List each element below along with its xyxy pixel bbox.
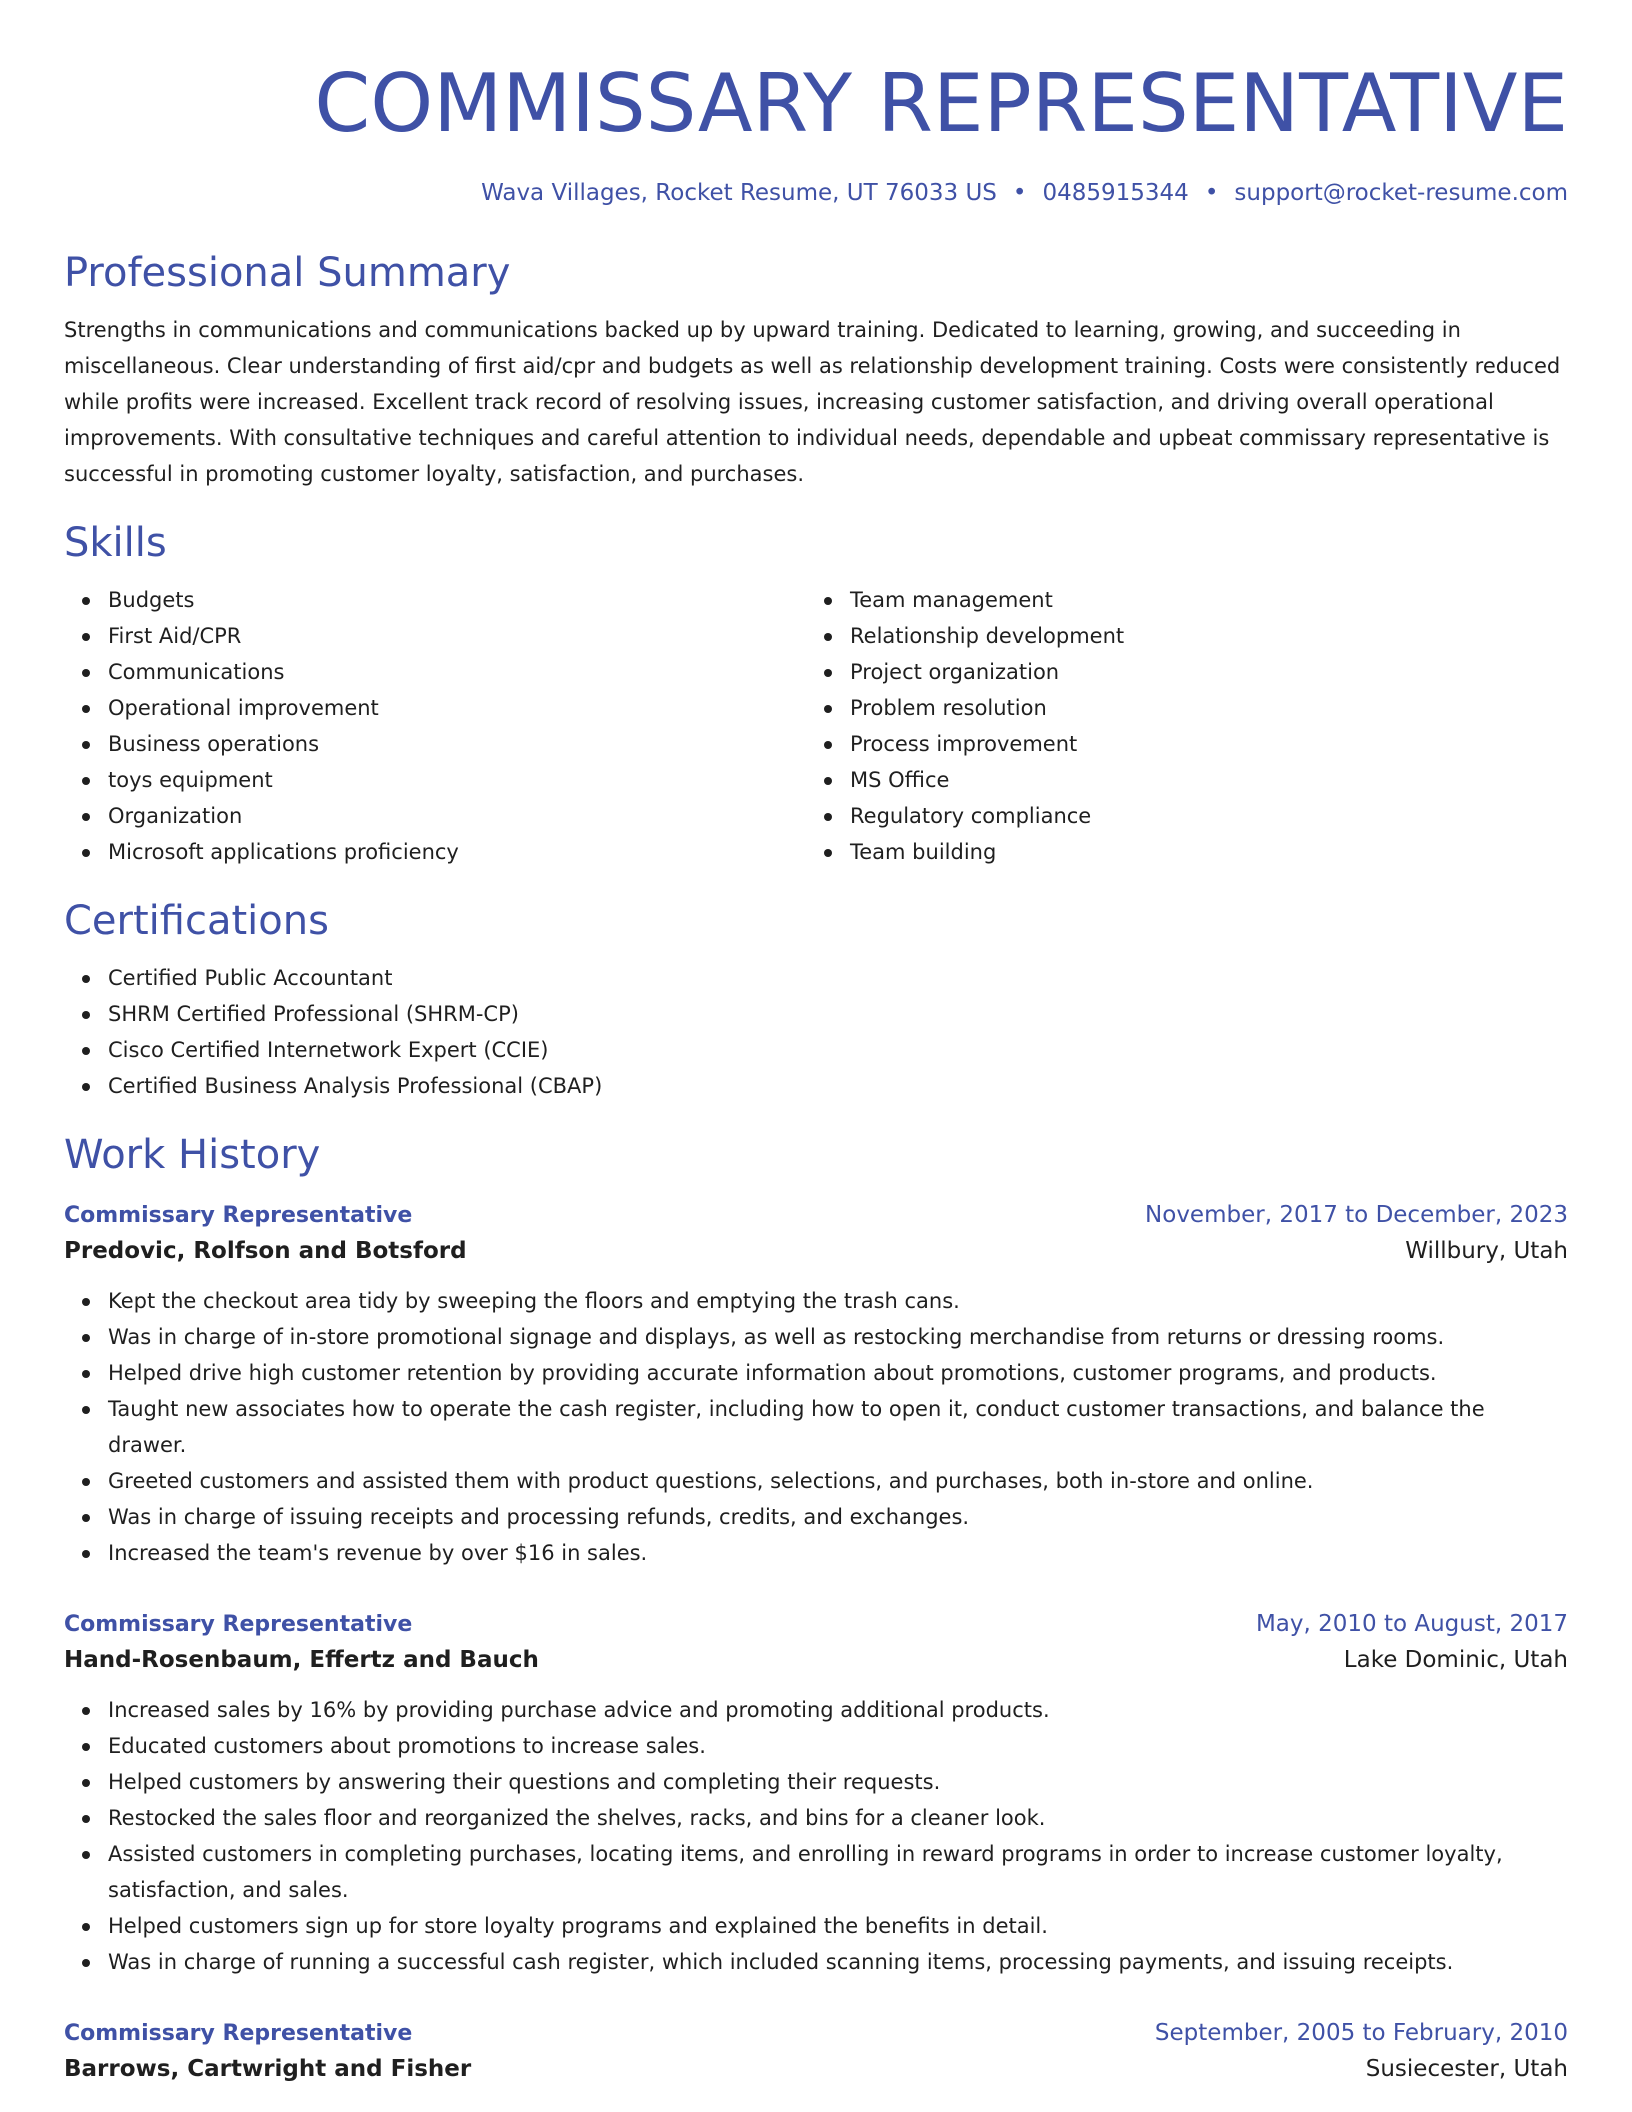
job-duty-item: Helped customers by answering their questions and completing their requests. xyxy=(108,1764,1568,1800)
skill-item: Problem resolution xyxy=(850,690,1548,726)
job-dates: May, 2010 to August, 2017 xyxy=(1255,1611,1568,1637)
job-duty-item: Kept the checkout area tidy by sweeping the floors and emptying the trash cans. xyxy=(108,1283,1568,1319)
resume-name: COMMISSARY REPRESENTATIVE xyxy=(314,57,1568,150)
job-entry xyxy=(64,1609,1568,1980)
contact-line xyxy=(64,178,1568,208)
job-company-row xyxy=(64,1231,1568,1271)
skill-item: MS Office xyxy=(850,762,1548,798)
job-duty-item: Taught new associates how to operate the cash register, including how to open it, conduct customer transactions, and balance the drawer. xyxy=(108,1391,1568,1463)
job-title: Commissary Representative xyxy=(64,1203,413,1228)
job-entry xyxy=(64,2018,1568,2089)
job-title: Commissary Representative xyxy=(64,1612,413,1637)
skill-item: Team management xyxy=(850,582,1548,618)
work-history-heading: Work History xyxy=(64,1132,321,1178)
skills-column-left xyxy=(64,582,806,870)
skill-item: Regulatory compliance xyxy=(850,798,1548,834)
certification-item: Certified Business Analysis Professional (CBAP) xyxy=(108,1068,1568,1104)
skills-grid xyxy=(64,582,1568,870)
skills-list-right xyxy=(806,582,1548,870)
job-duties-list xyxy=(64,1692,1568,1980)
job-title-row xyxy=(64,1609,1568,1640)
skill-item: Project organization xyxy=(850,654,1548,690)
skills-heading: Skills xyxy=(64,520,167,566)
job-duty-item: Assisted customers in completing purchases, locating items, and enrolling in reward programs in order to increase customer loyalty, satisfaction, and sales. xyxy=(108,1836,1568,1908)
skill-item: Relationship development xyxy=(850,618,1548,654)
skill-item: Communications xyxy=(108,654,806,690)
job-duty-item: Helped drive high customer retention by providing accurate information about promotions, customer programs, and products. xyxy=(108,1355,1568,1391)
job-duty-item: Was in charge of in-store promotional signage and displays, as well as restocking merchandise from returns or dressing rooms. xyxy=(108,1319,1568,1355)
job-dates: September, 2005 to February, 2010 xyxy=(1154,2020,1568,2046)
certification-item: SHRM Certified Professional (SHRM-CP) xyxy=(108,996,1568,1032)
job-duties-list xyxy=(64,1283,1568,1571)
job-company: Barrows, Cartwright and Fisher xyxy=(64,2056,472,2082)
job-duty-item: Increased the team's revenue by over $16 in sales. xyxy=(108,1535,1568,1571)
job-location: Willbury, Utah xyxy=(1405,1238,1568,1264)
skill-item: toys equipment xyxy=(108,762,806,798)
contact-email: support@rocket-resume.com xyxy=(1234,180,1568,206)
contact-separator: • xyxy=(1012,180,1027,206)
contact-address: Wava Villages, Rocket Resume, UT 76033 US xyxy=(481,180,997,206)
contact-phone: 0485915344 xyxy=(1042,180,1189,206)
job-location: Susiecester, Utah xyxy=(1365,2056,1568,2082)
job-entry xyxy=(64,1200,1568,1571)
job-dates: November, 2017 to December, 2023 xyxy=(1145,1202,1568,1228)
job-title-row xyxy=(64,1200,1568,1231)
job-company-row xyxy=(64,1640,1568,1680)
job-company-row xyxy=(64,2049,1568,2089)
contact-separator: • xyxy=(1204,180,1219,206)
certification-item: Certified Public Accountant xyxy=(108,960,1568,996)
job-duty-item: Was in charge of issuing receipts and processing refunds, credits, and exchanges. xyxy=(108,1499,1568,1535)
job-duty-item: Increased sales by 16% by providing purchase advice and promoting additional products. xyxy=(108,1692,1568,1728)
job-duty-item: Educated customers about promotions to increase sales. xyxy=(108,1728,1568,1764)
job-duty-item: Restocked the sales floor and reorganized the shelves, racks, and bins for a cleaner look. xyxy=(108,1800,1568,1836)
job-company: Predovic, Rolfson and Botsford xyxy=(64,1238,467,1264)
summary-text: Strengths in communications and communications backed up by upward training. Dedicated to learning, growing, and succeeding in miscellaneous. Clear understanding of first aid/cpr and budgets as well as relationship development training. Costs were consistently reduced while profits were increased. Excellent track record of resolving issues, increasing customer satisfaction, and driving overall operational improvements. With consultative techniques and careful attention to individual needs, dependable and upbeat commissary representative is successful in promoting customer loyalty, satisfaction, and purchases. xyxy=(64,318,1561,486)
skill-item: Team building xyxy=(850,834,1548,870)
job-company: Hand-Rosenbaum, Effertz and Bauch xyxy=(64,1647,539,1673)
skill-item: Operational improvement xyxy=(108,690,806,726)
skill-item: Organization xyxy=(108,798,806,834)
job-duty-item: Greeted customers and assisted them with product questions, selections, and purchases, both in-store and online. xyxy=(108,1463,1568,1499)
skill-item: Process improvement xyxy=(850,726,1548,762)
job-title: Commissary Representative xyxy=(64,2021,413,2046)
skill-item: Budgets xyxy=(108,582,806,618)
job-location: Lake Dominic, Utah xyxy=(1343,1647,1568,1673)
job-duty-item: Helped customers sign up for store loyalty programs and explained the benefits in detail. xyxy=(108,1908,1568,1944)
certifications-heading: Certifications xyxy=(64,898,329,944)
resume-page xyxy=(64,0,1568,2089)
skill-item: First Aid/CPR xyxy=(108,618,806,654)
skill-item: Microsoft applications proficiency xyxy=(108,834,806,870)
job-duty-item: Was in charge of running a successful cash register, which included scanning items, processing payments, and issuing receipts. xyxy=(108,1944,1568,1980)
certifications-list xyxy=(64,960,1568,1104)
skills-column-right xyxy=(806,582,1548,870)
skills-list-left xyxy=(64,582,806,870)
summary-heading: Professional Summary xyxy=(64,250,511,296)
job-title-row xyxy=(64,2018,1568,2049)
certification-item: Cisco Certified Internetwork Expert (CCIE) xyxy=(108,1032,1568,1068)
skill-item: Business operations xyxy=(108,726,806,762)
